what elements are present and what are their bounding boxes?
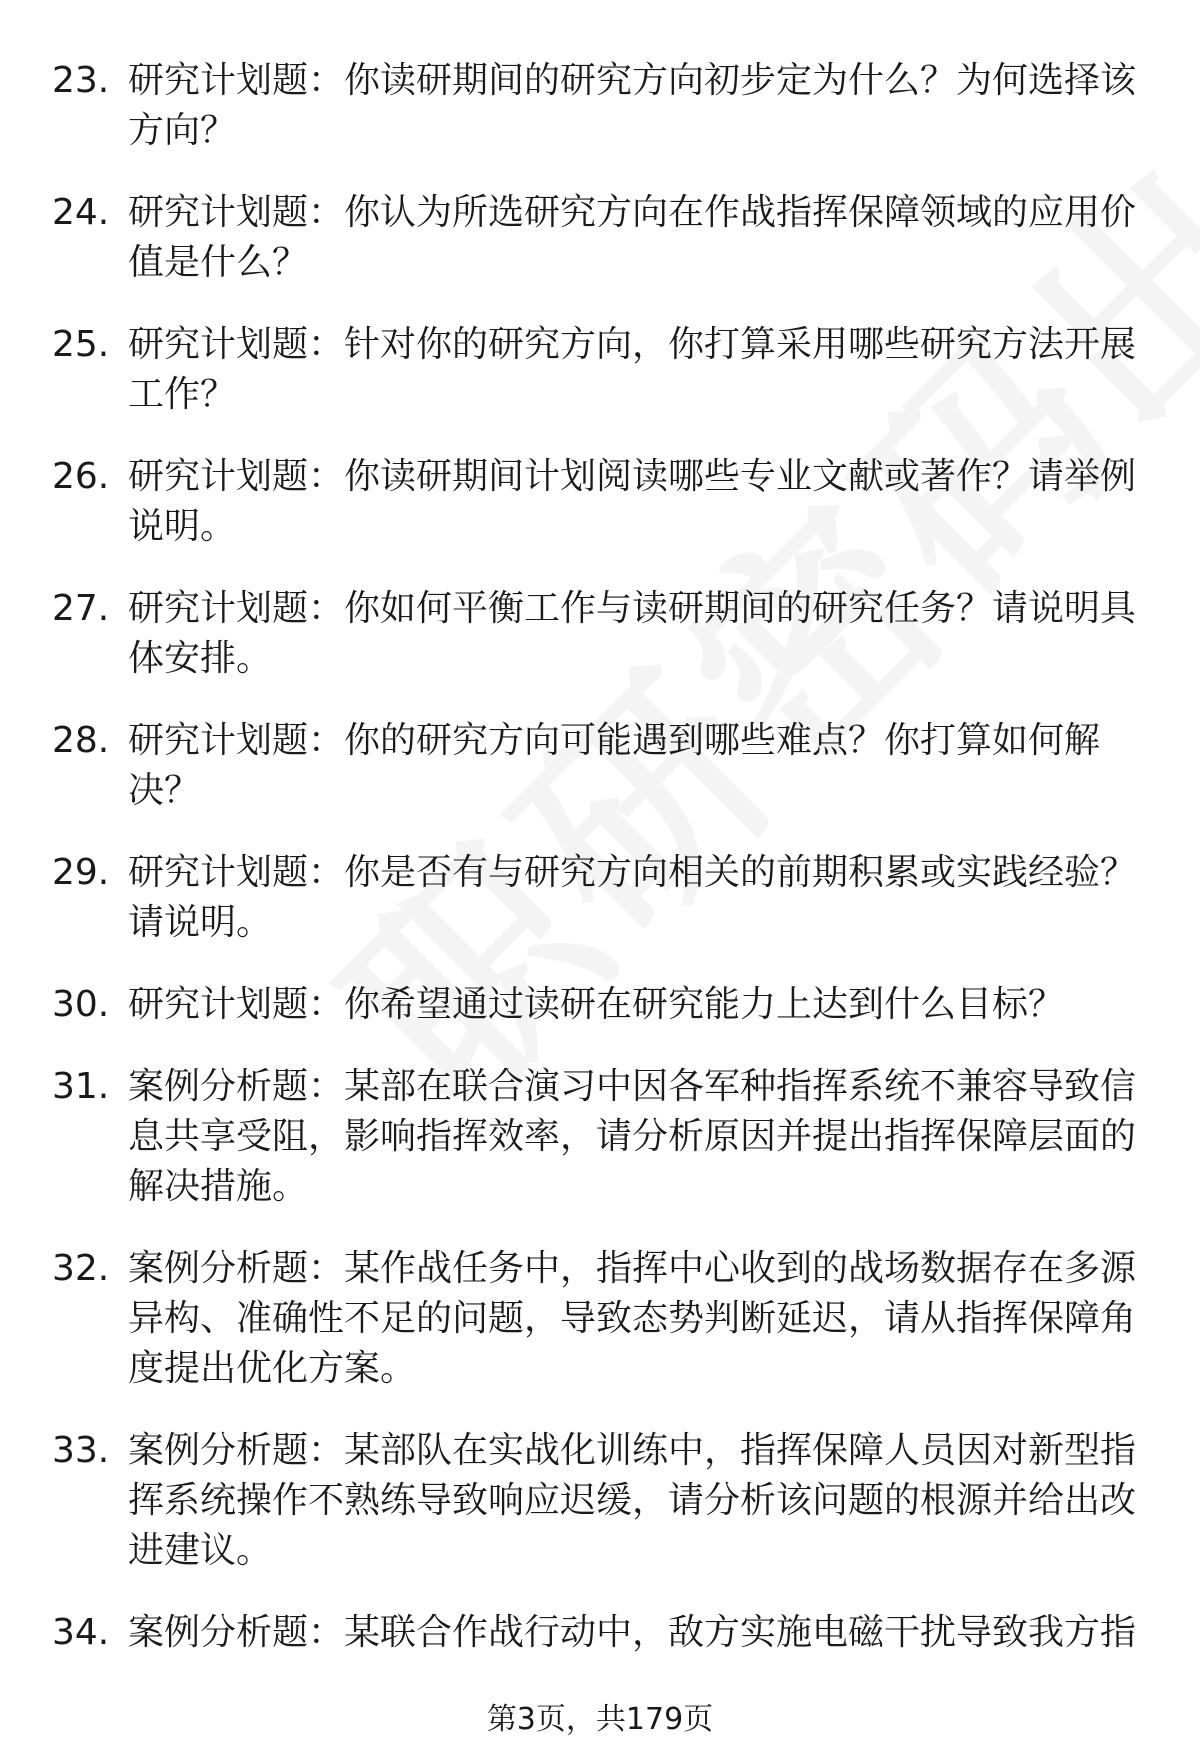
- question-number: 30.: [52, 984, 110, 1025]
- question-item-26: [52, 452, 1152, 552]
- question-number: 27.: [52, 588, 110, 629]
- question-number: 34.: [52, 1612, 110, 1653]
- question-number: 25.: [52, 324, 110, 365]
- question-number: 29.: [52, 852, 110, 893]
- question-item-32: [52, 1244, 1152, 1394]
- question-number: 33.: [52, 1430, 110, 1471]
- question-text: 研究计划题：针对你的研究方向，你打算采用哪些研究方法开展工作？: [128, 324, 1137, 415]
- question-item-30: [52, 980, 1152, 1030]
- question-text: 研究计划题：你读研期间计划阅读哪些专业文献或著作？请举例说明。: [128, 456, 1137, 547]
- question-number: 24.: [52, 192, 110, 233]
- question-item-24: [52, 188, 1152, 288]
- question-list: [52, 56, 1152, 1690]
- question-text: 案例分析题：某部在联合演习中因各军种指挥系统不兼容导致信息共享受阻，影响指挥效率，请分析原因并提出指挥保障层面的解决措施。: [128, 1066, 1137, 1207]
- question-number: 28.: [52, 720, 110, 761]
- question-number: 26.: [52, 456, 110, 497]
- question-text: 研究计划题：你是否有与研究方向相关的前期积累或实践经验？请说明。: [128, 852, 1137, 943]
- question-text: 案例分析题：某联合作战行动中，敌方实施电磁干扰导致我方指: [128, 1612, 1137, 1653]
- question-item-27: [52, 584, 1152, 684]
- question-item-29: [52, 848, 1152, 948]
- question-item-28: [52, 716, 1152, 816]
- question-number: 32.: [52, 1248, 110, 1289]
- question-item-31: [52, 1062, 1152, 1212]
- question-text: 研究计划题：你的研究方向可能遇到哪些难点？你打算如何解决？: [128, 720, 1101, 811]
- question-text: 案例分析题：某部队在实战化训练中，指挥保障人员因对新型指挥系统操作不熟练导致响应迟缓，请分析该问题的根源并给出改进建议。: [128, 1430, 1137, 1571]
- question-text: 研究计划题：你希望通过读研在研究能力上达到什么目标？: [128, 984, 1065, 1025]
- question-number: 31.: [52, 1066, 110, 1107]
- question-number: 23.: [52, 60, 110, 101]
- question-text: 研究计划题：你如何平衡工作与读研期间的研究任务？请说明具体安排。: [128, 588, 1137, 679]
- question-text: 案例分析题：某作战任务中，指挥中心收到的战场数据存在多源异构、准确性不足的问题，导致态势判断延迟，请从指挥保障角度提出优化方案。: [128, 1248, 1137, 1389]
- question-text: 研究计划题：你认为所选研究方向在作战指挥保障领域的应用价值是什么？: [128, 192, 1137, 283]
- question-item-25: [52, 320, 1152, 420]
- question-item-33: [52, 1426, 1152, 1576]
- page-footer: [0, 1700, 1200, 1740]
- page-number-label: 第3页，共179页: [486, 1702, 714, 1737]
- question-text: 研究计划题：你读研期间的研究方向初步定为什么？为何选择该方向？: [128, 60, 1137, 151]
- question-item-23: [52, 56, 1152, 156]
- question-item-34: [52, 1608, 1152, 1658]
